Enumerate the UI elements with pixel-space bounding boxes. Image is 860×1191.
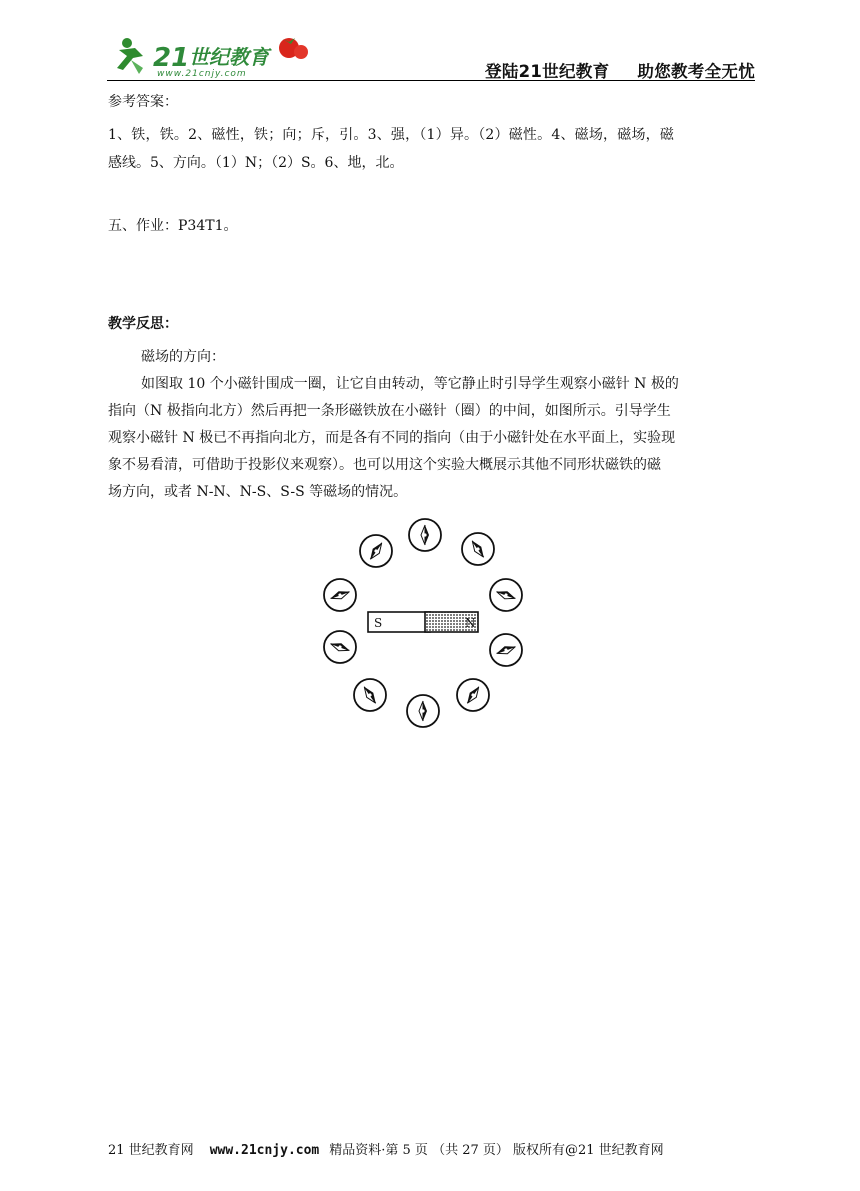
page-footer [108, 1139, 664, 1158]
compass-needle-icon [409, 519, 441, 551]
answers-line-2: 感线。5、方向。（1）N；（2）S。6、地，北。 [108, 155, 404, 171]
bar-magnet [368, 612, 478, 632]
compass-needle-icon [490, 579, 522, 611]
reflection-para-line: 如图取 10 个小磁针围成一圈，让它自由转动，等它静止时引导学生观察小磁针 N 极的 [141, 376, 679, 392]
runner-icon [117, 38, 143, 74]
compass-needle-icon [354, 679, 386, 711]
compass-needle-icon [490, 634, 522, 666]
footer-right: 精品资料·第 5 页 （共 27 页） 版权所有@21 世纪教育网 [329, 1143, 664, 1158]
magnet-north-label: N [465, 616, 476, 630]
compass-needle-icon [360, 535, 392, 567]
reflection-para-line: 观察小磁针 N 极已不再指向北方，而是各有不同的指向（由于小磁针处在水平面上，实验现 [108, 430, 676, 446]
header-slogan [457, 58, 755, 82]
header-divider [107, 80, 755, 81]
compass-needle-icon [462, 533, 494, 565]
page-header [107, 28, 755, 80]
slogan-right: 助您教考全无忧 [637, 62, 755, 81]
reflection-heading: 教学反思： [108, 316, 178, 332]
compass-needle-icon [324, 631, 356, 663]
compass-needle-icon [407, 695, 439, 727]
reflection-subheading: 磁场的方向： [141, 349, 225, 365]
svg-text:21: 21 [153, 43, 190, 73]
reflection-para-line: 象不易看清，可借助于投影仪来观察）。也可以用这个实验大概展示其他不同形状磁铁的磁 [108, 457, 661, 473]
tomato-icon [279, 38, 308, 59]
site-logo [113, 34, 313, 78]
homework-line: 五、作业：P34T1。 [108, 218, 238, 234]
reflection-para-line: 场方向，或者 N-N、N-S、S-S 等磁场的情况。 [108, 484, 408, 500]
magnet-south-label: S [374, 616, 383, 630]
reflection-para-line: 指向（N 极指向北方）然后再把一条形磁铁放在小磁针（圈）的中间，如图所示。引导学生 [108, 403, 671, 419]
slogan-left: 登陆21世纪教育 [485, 62, 610, 81]
footer-left: 21 世纪教育网 [108, 1143, 194, 1158]
compass-needle-icon [457, 679, 489, 711]
answers-line-1: 1、铁，铁。2、磁性，铁；向；斥，引。3、强，（1）异。（2）磁性。4、磁场，磁场，磁 [108, 127, 675, 143]
compass-needle-icon [324, 579, 356, 611]
svg-text:世纪教育: 世纪教育 [189, 45, 269, 69]
footer-site-link[interactable]: www.21cnjy.com [209, 1143, 320, 1158]
magnet-compass-figure [318, 515, 536, 733]
svg-text:www.21cnjy.com: www.21cnjy.com [157, 69, 247, 78]
answers-heading: 参考答案： [108, 94, 178, 110]
